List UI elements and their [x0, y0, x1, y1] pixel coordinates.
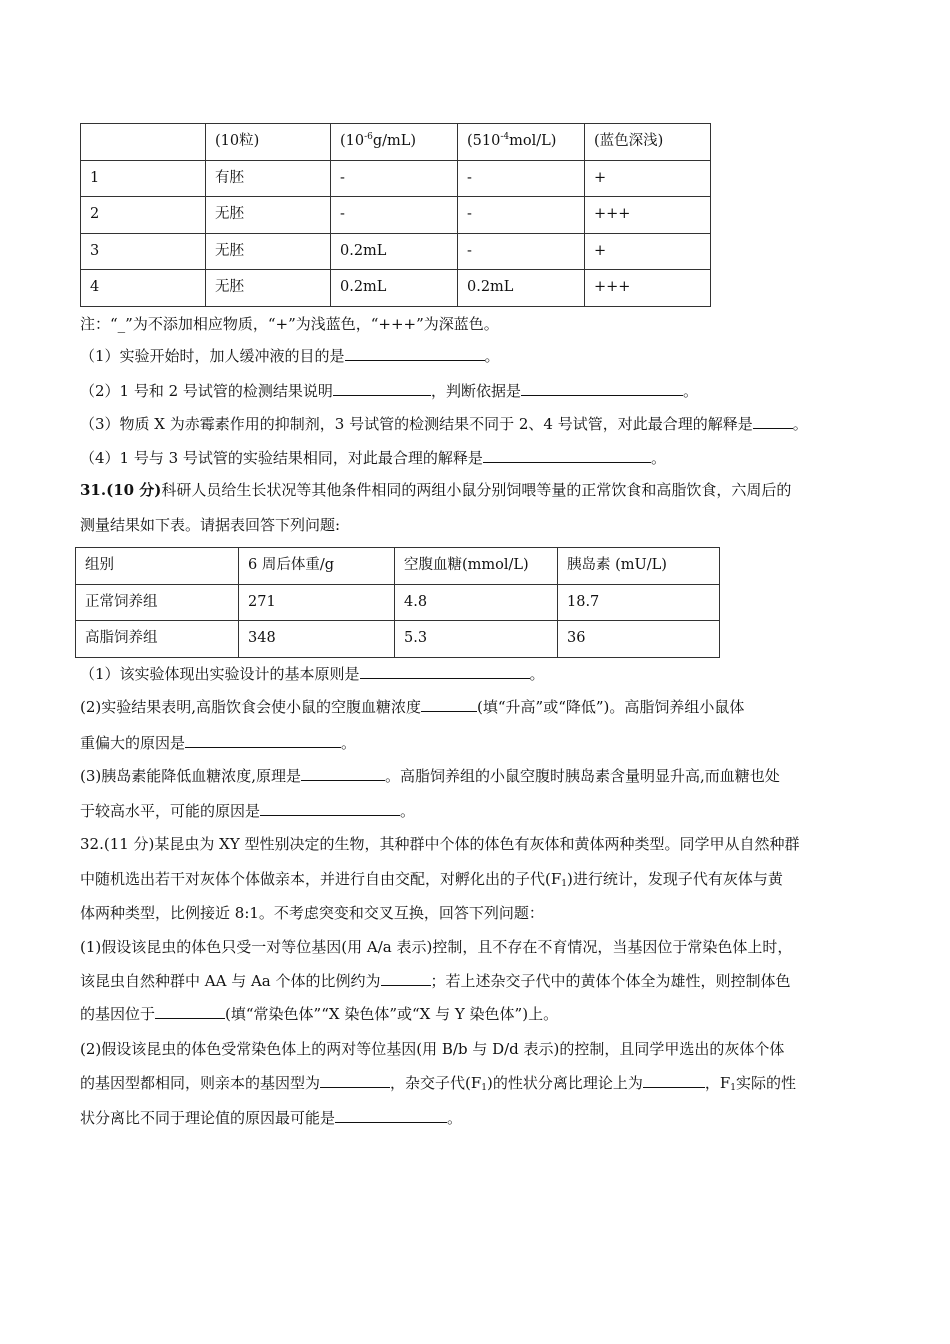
table-cell: +++ [585, 197, 711, 234]
cell-text: (10 [340, 133, 365, 150]
answer-blank[interactable] [333, 381, 431, 396]
table-cell: 2 [81, 197, 206, 234]
table-cell: 胰岛素 (mU/L) [558, 548, 720, 585]
answer-blank[interactable] [345, 346, 485, 361]
table-header-row [81, 124, 711, 161]
question-31-3-cont [80, 801, 415, 821]
table-cell: (10粒) [206, 124, 331, 161]
superscript: -4 [500, 132, 510, 143]
cell-text: mol/L) [509, 133, 557, 150]
table-row [81, 197, 711, 234]
table-cell: 4.8 [395, 584, 558, 621]
question-text: 状分离比不同于理论值的原因最可能是 [80, 1109, 336, 1127]
table-cell: 6 周后体重/g [239, 548, 395, 585]
question-number: 31.(10 分) [80, 481, 162, 499]
answer-blank[interactable] [260, 801, 400, 816]
table-cell: (蓝色深浅) [585, 124, 711, 161]
table-row [76, 621, 720, 658]
question-text: 的基因位于 [80, 1005, 156, 1023]
table-cell: + [585, 233, 711, 270]
question-text: (填“常染色体”“X 染色体”或“X 与 Y 染色体”)上。 [225, 1005, 559, 1023]
table-header-row [76, 548, 720, 585]
table-cell: 18.7 [558, 584, 720, 621]
question-text: （4）1 号与 3 号试管的实验结果相同，对此最合理的解释是 [80, 449, 483, 467]
question-text: 。 [682, 382, 698, 400]
table-cell [81, 124, 206, 161]
cell-text: g/mL) [372, 133, 417, 150]
table-note: 注：“_”为不添加相应物质，“+”为浅蓝色，“+++”为深蓝色。 [80, 315, 499, 333]
table-row [76, 584, 720, 621]
question-text: （3）物质 X 为赤霉素作用的抑制剂，3 号试管的检测结果不同于 2、4 号试管，对此最合理的解释是 [80, 415, 753, 433]
question-32-1-cont-2 [80, 1004, 558, 1024]
table-cell: 5.3 [395, 621, 558, 658]
question-text: 。 [529, 665, 545, 683]
table-cell: - [331, 160, 458, 197]
superscript: -6 [364, 132, 373, 143]
table-cell: 无胚 [206, 270, 331, 307]
table-cell: 高脂饲养组 [76, 621, 239, 658]
table-cell: 空腹血糖(mmol/L) [395, 548, 558, 585]
table-cell: 0.2mL [331, 233, 458, 270]
table-cell: 36 [558, 621, 720, 658]
question-text: 于较高水平，可能的原因是 [80, 802, 261, 820]
question-text: (填“升高”或“降低”)。高脂饲养组小鼠体 [477, 698, 745, 716]
question-32-2: (2)假设该昆虫的体色受常染色体上的两对等位基因(用 B/b 与 D/d 表示)的控制，且同学甲选出的灰体个体 [80, 1040, 785, 1058]
answer-blank[interactable] [320, 1073, 390, 1088]
subscript: 1 [730, 1083, 737, 1093]
seed-experiment-table [80, 123, 711, 307]
cell-text: (510 [467, 133, 501, 150]
question-text: (2)实验结果表明,高脂饮食会使小鼠的空腹血糖浓度 [80, 698, 422, 716]
question-30-1 [80, 346, 500, 366]
subscript: 1 [481, 1083, 488, 1093]
answer-blank[interactable] [155, 1004, 225, 1019]
question-text: 。 [400, 802, 416, 820]
answer-blank[interactable] [753, 414, 793, 429]
question-32-1: (1)假设该昆虫的体色只受一对等位基因(用 A/a 表示)控制，且不存在不育情况，当基因位于常染色体上时， [80, 938, 793, 956]
table-cell: - [331, 197, 458, 234]
table-cell: - [458, 160, 585, 197]
answer-blank[interactable] [483, 448, 651, 463]
question-text: 科研人员给生长状况等其他条件相同的两组小鼠分别饲喂等量的正常饮食和高脂饮食，六周后的 [161, 481, 792, 499]
table-cell: 271 [239, 584, 395, 621]
table-cell: +++ [585, 270, 711, 307]
table-cell: 有胚 [206, 160, 331, 197]
question-text: ，判断依据是 [430, 382, 521, 400]
table-row [81, 160, 711, 197]
question-text: ，F [704, 1074, 731, 1092]
question-31-2 [80, 697, 744, 717]
table-cell: - [458, 197, 585, 234]
question-text: 该昆虫自然种群中 AA 与 Aa 个体的比例约为 [80, 972, 381, 990]
question-30-4 [80, 448, 666, 468]
question-text: （1）实验开始时，加人缓冲液的目的是 [80, 347, 345, 365]
question-32-2-cont-2 [80, 1108, 462, 1128]
question-text: （2）1 号和 2 号试管的检测结果说明 [80, 382, 333, 400]
question-text: 的基因型都相同，则亲本的基因型为 [80, 1074, 321, 1092]
question-text: ；若上述杂交子代中的黄体个体全为雄性，则控制体色 [430, 972, 791, 990]
table-cell: 无胚 [206, 233, 331, 270]
subscript: 1 [561, 879, 567, 889]
question-31-1 [80, 664, 545, 684]
question-text: 。 [792, 415, 808, 433]
table-cell [331, 124, 458, 161]
mouse-diet-table [75, 547, 720, 658]
question-text: （1）该实验体现出实验设计的基本原则是 [80, 665, 360, 683]
table-cell: 无胚 [206, 197, 331, 234]
question-32-2-cont [80, 1073, 796, 1093]
table-cell: + [585, 160, 711, 197]
question-30-2 [80, 381, 698, 401]
question-text: 。 [447, 1109, 463, 1127]
table-row [81, 270, 711, 307]
table-cell: 组别 [76, 548, 239, 585]
answer-blank[interactable] [335, 1108, 447, 1123]
table-cell: - [458, 233, 585, 270]
question-30-3 [80, 414, 808, 434]
question-text: 实际的性 [736, 1074, 797, 1092]
table-row [81, 233, 711, 270]
table-cell: 0.2mL [331, 270, 458, 307]
question-text: )的性状分离比理论上为 [487, 1074, 643, 1092]
question-31-intro-cont: 测量结果如下表。请据表回答下列问题: [80, 516, 341, 534]
answer-blank[interactable] [185, 733, 341, 748]
question-32-intro: 32.(11 分)某昆虫为 XY 型性别决定的生物，其种群中个体的体色有灰体和黄体两种类型。同学甲从自然种群 [80, 835, 800, 853]
table-cell: 3 [81, 233, 206, 270]
answer-blank[interactable] [521, 381, 683, 396]
question-text: 重偏大的原因是 [80, 734, 186, 752]
question-text: (3)胰岛素能降低血糖浓度,原理是 [80, 767, 302, 785]
table-cell: 4 [81, 270, 206, 307]
question-31-3 [80, 766, 780, 786]
question-31-intro [80, 480, 791, 500]
answer-blank[interactable] [381, 971, 431, 986]
question-text: )进行统计，发现子代有灰体与黄 [567, 870, 783, 888]
question-text: 。 [650, 449, 666, 467]
answer-blank[interactable] [643, 1073, 705, 1088]
answer-blank[interactable] [421, 697, 477, 712]
table-cell: 1 [81, 160, 206, 197]
question-32-1-cont [80, 971, 791, 991]
question-text: ，杂交子代(F [390, 1074, 482, 1092]
table-cell: 348 [239, 621, 395, 658]
answer-blank[interactable] [360, 664, 530, 679]
question-31-2-cont [80, 733, 356, 753]
answer-blank[interactable] [301, 766, 385, 781]
question-32-intro-3: 体两种类型，比例接近 8:1。不考虑突变和交叉互换，回答下列问题： [80, 904, 544, 922]
question-32-intro-2 [80, 869, 783, 889]
table-cell [458, 124, 585, 161]
question-text: 中随机选出若干对灰体个体做亲本，并进行自由交配，对孵化出的子代(F [80, 870, 562, 888]
question-text: 。 [341, 734, 357, 752]
table-cell: 正常饲养组 [76, 584, 239, 621]
table-cell: 0.2mL [458, 270, 585, 307]
question-text: 。 [484, 347, 500, 365]
question-text: 。高脂饲养组的小鼠空腹时胰岛素含量明显升高,而血糖也处 [385, 767, 780, 785]
